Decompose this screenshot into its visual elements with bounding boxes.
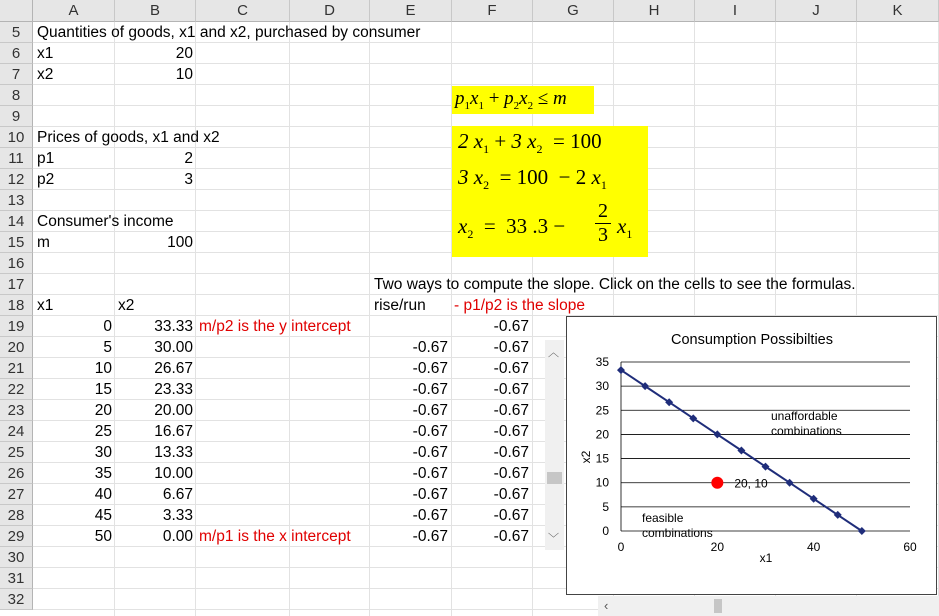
budget-constraint-box[interactable]	[452, 86, 594, 114]
table-x2-cell[interactable]: 30.00	[154, 339, 193, 356]
equation-line3-x1: $x_1$	[617, 214, 633, 242]
table-x2-cell[interactable]: 3.33	[162, 507, 193, 524]
table-x2-cell[interactable]: 26.67	[154, 360, 193, 377]
annotation-unaffordable	[771, 409, 842, 438]
x1-value[interactable]: 20	[175, 45, 193, 62]
row-header-26[interactable]: 26	[0, 463, 33, 484]
slope-note[interactable]: Two ways to compute the slope. Click on the cells to see the formulas.	[374, 276, 856, 293]
consumer-point-label: 20, 10	[734, 476, 768, 491]
rise-run-label[interactable]: rise/run	[374, 297, 426, 314]
annotation-unaffordable-line2: combinations	[771, 424, 842, 438]
title-quantities[interactable]: Quantities of goods, x1 and x2, purchased by consumer	[37, 24, 421, 41]
annotation-feasible-line2: combinations	[642, 526, 713, 540]
p1-label[interactable]: p1	[37, 150, 55, 167]
x-tick-label: 60	[903, 540, 917, 554]
slope-label[interactable]: - p1/p2 is the slope	[454, 297, 585, 314]
rise-run-cell[interactable]: -0.67	[412, 444, 448, 461]
row-header-28[interactable]: 28	[0, 505, 33, 526]
row-header-15[interactable]: 15	[0, 232, 33, 253]
chart-xlabel: x1	[759, 551, 773, 565]
y-intercept-note[interactable]: m/p2 is the y intercept	[199, 318, 351, 335]
column-header-a[interactable]: A	[33, 0, 115, 22]
row-header-20[interactable]: 20	[0, 337, 33, 358]
row-header-27[interactable]: 27	[0, 484, 33, 505]
table-x2-cell[interactable]: 6.67	[162, 486, 193, 503]
slope-cell[interactable]: -0.67	[493, 507, 529, 524]
table-x1-cell[interactable]: 20	[94, 402, 112, 419]
horizontal-scrollbar[interactable]	[598, 596, 939, 616]
table-x1-cell[interactable]: 45	[94, 507, 112, 524]
row-header-12[interactable]: 12	[0, 169, 33, 190]
x-tick-label: 40	[806, 540, 821, 554]
row-header-17[interactable]: 17	[0, 274, 33, 295]
rise-run-cell[interactable]: -0.67	[412, 423, 448, 440]
row-header-9[interactable]: 9	[0, 106, 33, 127]
title-prices[interactable]: Prices of goods, x1 and x2	[37, 129, 220, 146]
column-header-h[interactable]: H	[614, 0, 695, 22]
m-label[interactable]: m	[37, 234, 50, 251]
table-x2-cell[interactable]: 23.33	[154, 381, 193, 398]
y-tick-label: 0	[602, 524, 609, 538]
row-header-8[interactable]: 8	[0, 85, 33, 106]
p1-value[interactable]: 2	[184, 150, 193, 167]
row-header-25[interactable]: 25	[0, 442, 33, 463]
x-intercept-note[interactable]: m/p1 is the x intercept	[199, 528, 351, 545]
table-x1-cell[interactable]: 50	[94, 528, 112, 545]
row-header-14[interactable]: 14	[0, 211, 33, 232]
row-header-31[interactable]: 31	[0, 568, 33, 589]
row-header-30[interactable]: 30	[0, 547, 33, 568]
rise-run-cell[interactable]: -0.67	[412, 465, 448, 482]
slope-cell[interactable]: -0.67	[493, 339, 529, 356]
y-tick-label: 10	[595, 475, 609, 490]
table-x1-cell[interactable]: 15	[94, 381, 112, 398]
y-tick-label: 15	[595, 451, 609, 466]
scroll-thumb[interactable]	[547, 472, 562, 484]
equation-line2: 3 $x_2 = 100 - 2$ $x_1$	[458, 165, 607, 193]
table-x1-cell[interactable]: 30	[94, 444, 112, 461]
slope-cell[interactable]: -0.67	[493, 528, 529, 545]
slope-cell[interactable]: -0.67	[493, 318, 529, 335]
column-header-g[interactable]: G	[533, 0, 614, 22]
vertical-scrollbar[interactable]	[545, 340, 564, 550]
p2-value[interactable]: 3	[184, 171, 193, 188]
table-x1-cell[interactable]: 0	[103, 318, 112, 335]
row-header-7[interactable]: 7	[0, 64, 33, 85]
table-x2-cell[interactable]: 33.33	[154, 318, 193, 335]
table-x1-cell[interactable]: 5	[103, 339, 112, 356]
chart-svg	[567, 317, 936, 594]
slope-cell[interactable]: -0.67	[493, 486, 529, 503]
table-x1-cell[interactable]: 35	[94, 465, 112, 482]
rise-run-cell[interactable]: -0.67	[412, 486, 448, 503]
fraction-two-thirds: 2 3	[595, 200, 611, 247]
rise-run-cell[interactable]	[370, 316, 448, 337]
column-header-d[interactable]: D	[290, 0, 370, 22]
grid-vline	[195, 22, 196, 616]
table-x2-cell[interactable]: 16.67	[154, 423, 193, 440]
scroll-up-arrow[interactable]: ︿	[548, 347, 559, 359]
m-value[interactable]: 100	[167, 234, 193, 251]
row-header-13[interactable]: 13	[0, 190, 33, 211]
table-x1-cell[interactable]: 40	[94, 486, 112, 503]
annotation-unaffordable-line1: unaffordable	[771, 409, 838, 423]
slope-cell[interactable]: -0.67	[493, 360, 529, 377]
row-header-21[interactable]: 21	[0, 358, 33, 379]
rise-run-cell[interactable]: -0.67	[412, 402, 448, 419]
consumer-point-marker	[711, 477, 723, 489]
x-tick-label: 0	[617, 540, 625, 554]
table-x2-cell[interactable]: 20.00	[154, 402, 193, 419]
column-header-k[interactable]: K	[857, 0, 939, 22]
rise-run-cell[interactable]: -0.67	[412, 339, 448, 356]
y-tick-label: 25	[595, 403, 609, 418]
equation-line1: 2 $x_1 + 3$ $x_2 = 100$	[458, 129, 602, 157]
title-income[interactable]: Consumer's income	[37, 213, 174, 230]
slope-cell[interactable]: -0.67	[493, 444, 529, 461]
slope-cell[interactable]: -0.67	[493, 402, 529, 419]
row-header-10[interactable]: 10	[0, 127, 33, 148]
budget-equation: $p_1x_1 + p_2x_2 \le m$	[455, 88, 567, 112]
row-header-24[interactable]: 24	[0, 421, 33, 442]
rise-run-cell[interactable]: -0.67	[412, 381, 448, 398]
equation-derivation-box[interactable]	[452, 126, 648, 257]
y-tick-label: 30	[595, 379, 609, 394]
row-header-18[interactable]: 18	[0, 295, 33, 316]
column-header-e[interactable]: E	[370, 0, 452, 22]
rise-run-cell[interactable]: -0.67	[412, 360, 448, 377]
x1-label[interactable]: x1	[37, 45, 54, 62]
chart-consumption-possibilities[interactable]	[566, 316, 937, 595]
x-tick-label: 20	[710, 540, 725, 554]
x2-value[interactable]: 10	[175, 66, 193, 83]
row-header-32[interactable]: 32	[0, 589, 33, 610]
y-tick-label: 35	[595, 355, 609, 369]
scroll-left-arrow[interactable]: ‹	[604, 598, 609, 613]
column-header-j[interactable]: J	[776, 0, 857, 22]
rise-run-cell[interactable]: -0.67	[412, 528, 448, 545]
chart-title: Consumption Possibilties	[671, 332, 833, 348]
column-header-b[interactable]: B	[115, 0, 196, 22]
equation-line3: $x_2 = 33$ .3 −	[458, 214, 566, 242]
scroll-down-arrow[interactable]: ﹀	[548, 533, 559, 545]
y-tick-label: 20	[595, 427, 609, 442]
x2-label[interactable]: x2	[37, 66, 54, 83]
row-header-6[interactable]: 6	[0, 43, 33, 64]
annotation-feasible	[642, 511, 713, 540]
slope-cell[interactable]: -0.67	[493, 423, 529, 440]
slope-cell[interactable]: -0.67	[493, 381, 529, 398]
row-header-23[interactable]: 23	[0, 400, 33, 421]
row-header-19[interactable]: 19	[0, 316, 33, 337]
rise-run-cell[interactable]: -0.67	[412, 507, 448, 524]
slope-cell[interactable]: -0.67	[493, 465, 529, 482]
table-x1-cell[interactable]: 25	[94, 423, 112, 440]
row-header-22[interactable]: 22	[0, 379, 33, 400]
p2-label[interactable]: p2	[37, 171, 55, 188]
table-x2-cell[interactable]: 10.00	[154, 465, 193, 482]
column-header-c[interactable]: C	[196, 0, 290, 22]
table-x2-cell[interactable]: 13.33	[154, 444, 193, 461]
table-header-x2[interactable]: x2	[118, 297, 135, 314]
column-header-i[interactable]: I	[695, 0, 776, 22]
column-header-f[interactable]: F	[452, 0, 533, 22]
row-header-11[interactable]: 11	[0, 148, 33, 169]
row-header-16[interactable]: 16	[0, 253, 33, 274]
annotation-feasible-line1: feasible	[642, 511, 684, 525]
row-header-5[interactable]: 5	[0, 22, 33, 43]
chart-ylabel: x2	[579, 450, 593, 464]
select-all-corner[interactable]	[0, 0, 33, 22]
y-tick-label: 5	[602, 499, 609, 514]
table-header-x1[interactable]: x1	[37, 297, 54, 314]
row-header-29[interactable]: 29	[0, 526, 33, 547]
table-x1-cell[interactable]: 10	[94, 360, 112, 377]
scroll-thumb-horizontal[interactable]	[714, 599, 722, 613]
table-x2-cell[interactable]: 0.00	[162, 528, 193, 545]
